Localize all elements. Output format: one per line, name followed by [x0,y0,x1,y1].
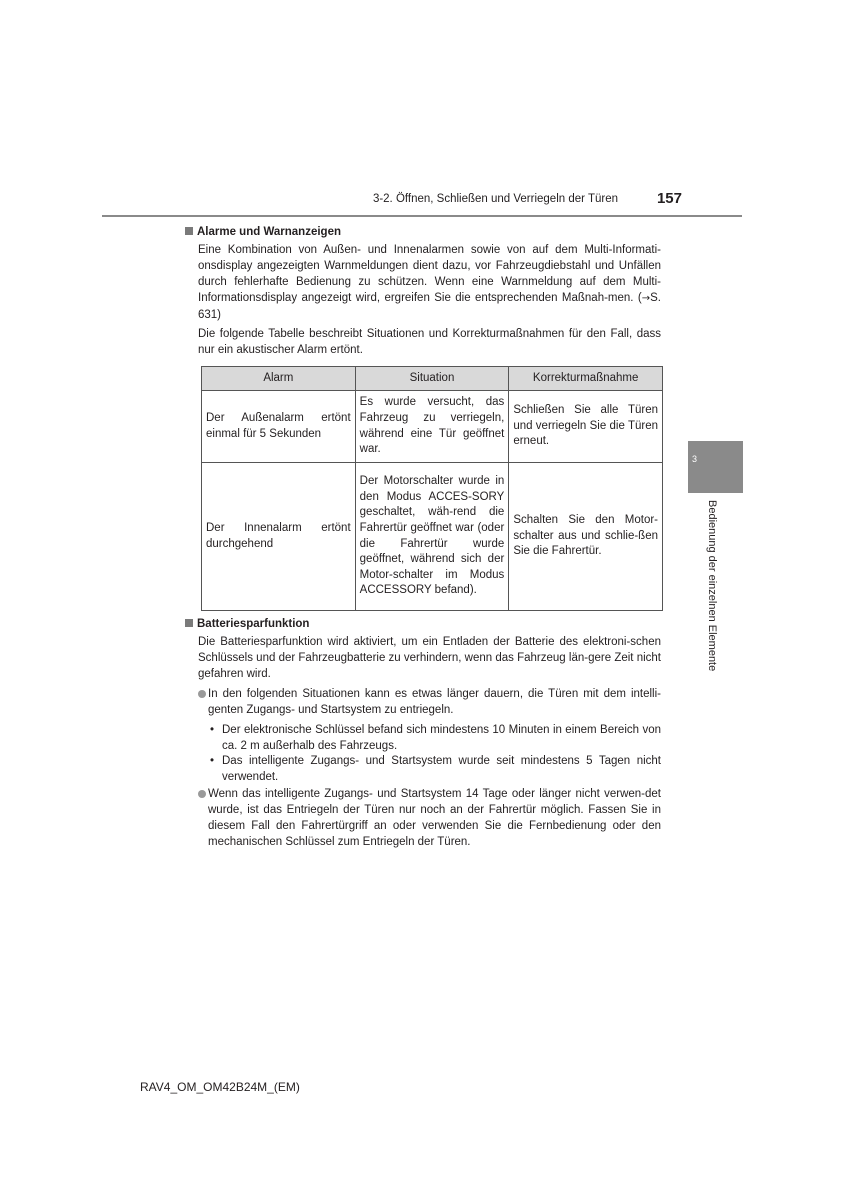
cell-situation: Es wurde versucht, das Fahrzeug zu verriegeln, während eine Tür geöffnet war. [355,391,509,463]
cell-action: Schalten Sie den Motor-schalter aus und schlie-ßen Sie die Fahrertür. [509,463,663,611]
cell-alarm: Der Außenalarm ertönt einmal für 5 Sekunden [202,391,356,463]
sub-bullet-icon: • [210,724,215,736]
list-item-text: In den folgenden Situationen kann es etwas länger dauern, die Türen mit dem intelli-genten Zugangs- und Startsystem zu entriegeln. [208,688,661,716]
para-text: Eine Kombination von Außen- und Innenalarmen sowie von auf dem Multi-Informati-onsdisplay angezeigten Warnmeldungen dient dazu, vor Fahrzeugdiebstahl und Unfällen durch fehlerhafte Bedienung zu schützen. Wenn eine Warnmeldung auf dem Multi-Informationsdisplay angezeigt wird, ergreifen Sie die entsprechenden Maßnah-men. ( [198,244,661,304]
heading-text: Alarme und Warnanzeigen [197,226,341,238]
list-item [198,786,661,850]
section-title: 3-2. Öffnen, Schließen und Verriegeln der Türen [372,193,618,205]
alarm-table [201,366,663,611]
list-item [198,686,661,718]
battery-paragraph: Die Batteriesparfunktion wird aktiviert, um ein Entladen der Batterie des elektroni-schen Schlüssels und der Fahrzeugbatterie zu verhindern, wenn das Fahrzeug län-gere Zeit nicht gefahren wird. [198,636,661,680]
chapter-number: 3 [692,454,698,464]
sub-list-item [210,753,661,785]
section-heading-battery [185,618,309,630]
column-header-action: Korrekturmaßnahme [509,367,663,391]
list-item-text: Wenn das intelligente Zugangs- und Startsystem 14 Tage oder länger nicht verwen-det wurde, ist das Entriegeln der Türen nur noch an der Fahrertür möglich. Fassen Sie in diesem Fall den Fahrertürgriff an oder verwenden Sie die Fernbedienung oder den mechanischen Schlüssel zum Entriegeln der Türen. [208,788,661,848]
bullet-dot-icon [198,790,206,798]
page-number: 157 [656,190,682,207]
column-header-situation: Situation [355,367,509,391]
square-bullet-icon [185,619,193,627]
table-row [202,391,663,463]
cell-alarm: Der Innenalarm ertönt durchgehend [202,463,356,611]
table-header-row [202,367,663,391]
table-intro-paragraph: Die folgende Tabelle beschreibt Situationen und Korrekturmaßnahmen für den Fall, dass nur ein akustischer Alarm ertönt. [198,328,661,356]
cell-action: Schließen Sie alle Türen und verriegeln Sie die Türen erneut. [509,391,663,463]
bullet-dot-icon [198,690,206,698]
header-rule [102,215,742,217]
section-heading-alarms [185,226,341,238]
square-bullet-icon [185,227,193,235]
sub-list-item-text: Das intelligente Zugangs- und Startsystem wurde seit mindestens 5 Tagen nicht verwendet. [222,755,661,783]
document-code: RAV4_OM_OM42B24M_(EM) [140,1080,300,1094]
sub-list-item-text: Der elektronische Schlüssel befand sich mindestens 10 Minuten in einem Bereich von ca. 2 m außerhalb des Fahrzeugs. [222,724,661,752]
sub-list-item [210,722,661,754]
heading-text: Batteriesparfunktion [197,618,310,630]
alarms-paragraph [198,242,661,323]
table-row [202,463,663,611]
column-header-alarm: Alarm [202,367,356,391]
arrow-icon: → [641,293,651,304]
cell-situation: Der Motorschalter wurde in den Modus ACCES-SORY geschaltet, wäh-rend die Fahrertür geöffnet war (oder die Fahrertür wurde geöffnet, während sich der Motor-schalter im Modus ACCESSORY befand). [355,463,509,611]
sub-bullet-icon: • [210,755,215,767]
chapter-tab [688,441,743,493]
chapter-title: Bedienung der einzelnen Elemente [706,500,718,672]
para-text-ref: S. 631) [198,292,661,321]
